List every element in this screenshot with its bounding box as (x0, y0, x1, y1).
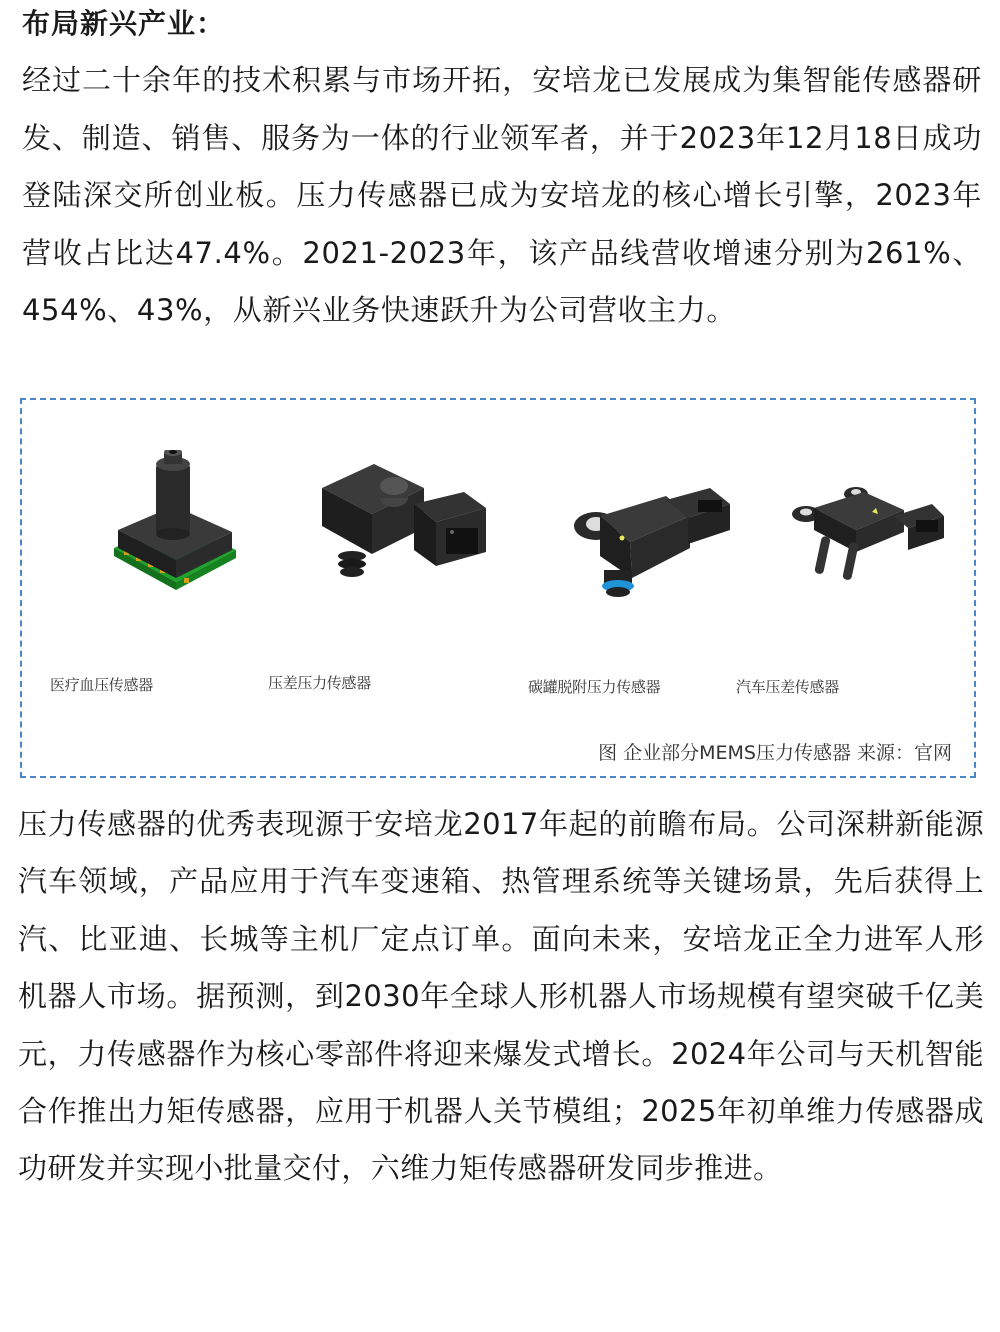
product-label: 碳罐脱附压力传感器 (528, 678, 661, 696)
body-paragraph: 压力传感器的优秀表现源于安培龙2017年起的前瞻布局。公司深耕新能源汽车领域，产品应用于汽车变速箱、热管理系统等关键场景，先后获得上汽、比亚迪、长城等主机厂定点订单。面向未来，安培龙正全力进军人形机器人市场。据预测，到2030年全球人形机器人市场规模有望突破千亿美元，力传感器作为核心零部件将迎来爆发式增长。2024年公司与天机智能合作推出力矩传感器，应用于机器人关节模组；2025年初单维力传感器成功研发并实现小批量交付，六维力矩传感器研发同步推进。 (18, 807, 984, 1186)
section-heading: 布局新兴产业： (22, 7, 226, 40)
auto-differential-sensor-icon (784, 486, 949, 596)
medical-pressure-sensor-icon (104, 450, 254, 600)
product-figure (20, 398, 976, 778)
figure-caption: 图 企业部分MEMS压力传感器 来源：官网 (598, 742, 952, 764)
product-label: 压差压力传感器 (268, 674, 371, 692)
canister-purge-sensor-icon (570, 486, 735, 606)
differential-pressure-sensor-icon (314, 458, 494, 583)
product-label: 汽车压差传感器 (736, 678, 839, 696)
intro-paragraph: 经过二十余年的技术积累与市场开拓，安培龙已发展成为集智能传感器研发、制造、销售、服务为一体的行业领军者，并于2023年12月18日成功登陆深交所创业板。压力传感器已成为安培龙的核心增长引擎，2023年营收占比达47.4%。2021-2023年，该产品线营收增速分别为261%、454%、43%，从新兴业务快速跃升为公司营收主力。 (22, 63, 982, 327)
product-label: 医疗血压传感器 (50, 676, 153, 694)
